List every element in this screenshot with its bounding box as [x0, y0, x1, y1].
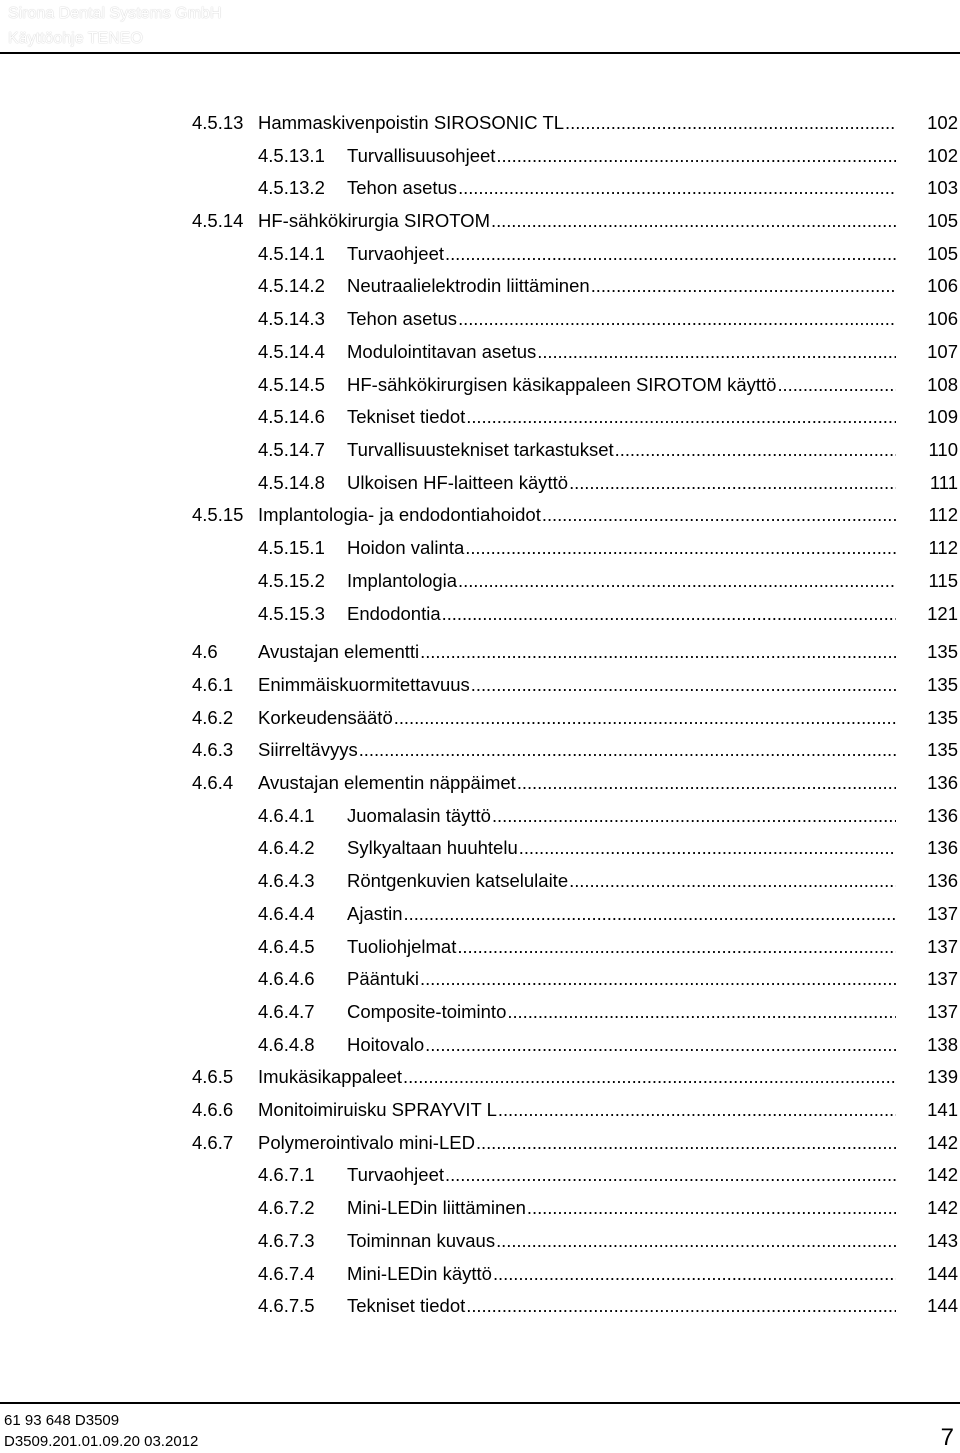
toc-entry[interactable] [0, 208, 960, 234]
toc-entry-title: Ulkoisen HF-laitteen käyttö [347, 472, 569, 493]
toc-entry-number: 4.5.14.3 [258, 308, 325, 329]
toc-entry-number: 4.6.7.3 [258, 1230, 315, 1251]
toc-dot-leader [565, 110, 896, 136]
toc-entry-page: 135 [927, 641, 958, 662]
toc-dot-leader [569, 868, 896, 894]
toc-entry-page: 142 [927, 1197, 958, 1218]
toc-dot-leader [465, 535, 896, 561]
toc-dot-leader [420, 639, 896, 665]
toc-entry-title: Turvaohjeet [347, 243, 445, 264]
toc-entry-number: 4.6.4.1 [258, 805, 315, 826]
toc-entry-title: Polymerointivalo mini-LED [258, 1132, 475, 1153]
toc-entry[interactable] [0, 110, 960, 136]
toc-entry-title-group [347, 835, 896, 861]
toc-dot-leader [519, 835, 896, 861]
toc-entry[interactable] [0, 1097, 960, 1123]
toc-entry[interactable] [0, 1130, 960, 1156]
toc-entry-title-group [258, 110, 896, 136]
toc-entry-title: Turvallisuusohjeet [347, 145, 496, 166]
toc-entry-title: Tehon asetus [347, 177, 458, 198]
toc-entry[interactable] [0, 705, 960, 731]
toc-entry[interactable] [0, 1228, 960, 1254]
toc-dot-leader [517, 770, 896, 796]
toc-entry-title: Tuoliohjelmat [347, 936, 457, 957]
toc-entry-title: Sylkyaltaan huuhtelu [347, 837, 518, 858]
toc-entry-title-group [347, 175, 896, 201]
toc-entry-number: 4.5.14 [192, 210, 244, 231]
toc-entry-title: Tekniset tiedot [347, 1295, 466, 1316]
toc-entry[interactable] [0, 241, 960, 267]
toc-entry-title-group [347, 568, 896, 594]
toc-dot-leader [591, 273, 896, 299]
toc-entry-page: 112 [928, 537, 958, 558]
toc-entry-page: 142 [927, 1132, 958, 1153]
toc-entry-number: 4.6.4.6 [258, 968, 315, 989]
toc-entry[interactable] [0, 803, 960, 829]
toc-dot-leader [458, 306, 896, 332]
toc-dot-leader [466, 404, 896, 430]
toc-entry-title: Avustajan elementin näppäimet [258, 772, 516, 793]
toc-entry-page: 144 [927, 1295, 958, 1316]
toc-entry-title: Tekniset tiedot [347, 406, 466, 427]
toc-entry-page: 105 [927, 210, 958, 231]
toc-dot-leader [476, 1130, 896, 1156]
toc-entry-title-group [347, 868, 896, 894]
toc-entry-title: Composite-toiminto [347, 1001, 507, 1022]
toc-entry-title: HF-sähkökirurgisen käsikappaleen SIROTOM käyttö [347, 374, 777, 395]
toc-entry[interactable] [0, 1064, 960, 1090]
toc-dot-leader [537, 339, 896, 365]
toc-entry-number: 4.5.13 [192, 112, 244, 133]
toc-entry-title-group [347, 470, 896, 496]
toc-entry-page: 144 [927, 1263, 958, 1284]
toc-entry-page: 102 [927, 112, 958, 133]
toc-dot-leader [471, 672, 896, 698]
toc-entry-title-group [347, 999, 896, 1025]
toc-entry-title: Ajastin [347, 903, 403, 924]
toc-entry-title-group [347, 143, 896, 169]
toc-entry-number: 4.6.7.1 [258, 1164, 315, 1185]
footer-doc-number: 61 93 648 D3509 [4, 1412, 120, 1429]
header-doc-title: Käyttöohje TENEO [8, 30, 143, 47]
toc-dot-leader [458, 175, 896, 201]
toc-dot-leader [445, 1162, 896, 1188]
toc-dot-leader [404, 901, 896, 927]
toc-dot-leader [496, 1228, 896, 1254]
footer-divider [0, 1402, 960, 1404]
toc-entry[interactable] [0, 1293, 960, 1319]
toc-entry-title-group [347, 404, 896, 430]
toc-entry[interactable] [0, 404, 960, 430]
toc-entry-page: 137 [927, 903, 958, 924]
toc-entry-title: Pääntuki [347, 968, 419, 989]
toc-entry-page: 136 [927, 870, 958, 891]
toc-entry-page: 136 [927, 772, 958, 793]
toc-entry[interactable] [0, 672, 960, 698]
toc-entry-page: 102 [927, 145, 958, 166]
toc-entry-page: 108 [927, 374, 958, 395]
toc-dot-leader [569, 470, 896, 496]
toc-entry-page: 135 [927, 707, 958, 728]
toc-entry-number: 4.6.7 [192, 1132, 234, 1153]
toc-entry-number: 4.5.15.2 [258, 570, 325, 591]
toc-entry-number: 4.6.2 [192, 707, 234, 728]
toc-entry-title-group [347, 1228, 896, 1254]
toc-entry-title-group [347, 1195, 896, 1221]
toc-entry[interactable] [0, 273, 960, 299]
toc-dot-leader [498, 1097, 896, 1123]
toc-entry-page: 137 [927, 936, 958, 957]
toc-entry-page: 121 [927, 603, 958, 624]
toc-entry[interactable] [0, 868, 960, 894]
toc-entry-title: Modulointitavan asetus [347, 341, 537, 362]
toc-entry-number: 4.5.14.5 [258, 374, 325, 395]
toc-entry-title: HF-sähkökirurgia SIROTOM [258, 210, 490, 231]
toc-entry-title: Hoitovalo [347, 1034, 425, 1055]
toc-entry-number: 4.6.4.8 [258, 1034, 315, 1055]
toc-dot-leader [466, 1293, 896, 1319]
toc-dot-leader [458, 568, 896, 594]
toc-entry-page: 137 [927, 968, 958, 989]
toc-entry-page: 136 [927, 805, 958, 826]
toc-entry-page: 112 [928, 504, 958, 525]
toc-entry-title: Imukäsikappaleet [258, 1066, 402, 1087]
toc-entry-title-group [258, 672, 896, 698]
toc-entry-number: 4.6.4.4 [258, 903, 315, 924]
toc-entry-title: Juomalasin täyttö [347, 805, 491, 826]
toc-entry-page: 111 [929, 472, 958, 493]
toc-entry[interactable] [0, 175, 960, 201]
toc-entry-title: Hoidon valinta [347, 537, 465, 558]
toc-entry-title: Toiminnan kuvaus [347, 1230, 496, 1251]
toc-dot-leader [507, 999, 896, 1025]
toc-dot-leader [359, 737, 896, 763]
toc-entry[interactable] [0, 306, 960, 332]
toc-entry[interactable] [0, 568, 960, 594]
toc-entry-title-group [258, 737, 896, 763]
header-company: Sirona Dental Systems GmbH [8, 5, 222, 22]
toc-dot-leader [403, 1064, 896, 1090]
toc-entry-title-group [258, 208, 896, 234]
toc-entry[interactable] [0, 835, 960, 861]
toc-entry-title-group [347, 241, 896, 267]
toc-entry-title-group [258, 639, 896, 665]
toc-entry[interactable] [0, 1261, 960, 1287]
toc-dot-leader [542, 502, 896, 528]
toc-entry-number: 4.6.7.4 [258, 1263, 315, 1284]
toc-entry-page: 110 [928, 439, 958, 460]
toc-entry-title: Neutraalielektrodin liittäminen [347, 275, 590, 296]
toc-entry-number: 4.6.3 [192, 739, 234, 760]
toc-entry-title-group [347, 901, 896, 927]
toc-entry[interactable] [0, 639, 960, 665]
toc-entry-number: 4.5.14.4 [258, 341, 325, 362]
toc-dot-leader [777, 372, 896, 398]
toc-entry[interactable] [0, 502, 960, 528]
toc-entry-number: 4.6.4.7 [258, 1001, 315, 1022]
toc-dot-leader [615, 437, 896, 463]
toc-entry-title-group [258, 1097, 896, 1123]
toc-entry[interactable] [0, 437, 960, 463]
toc-entry-page: 142 [927, 1164, 958, 1185]
toc-dot-leader [420, 966, 896, 992]
toc-entry-title-group [347, 535, 896, 561]
toc-entry-page: 143 [927, 1230, 958, 1251]
toc-entry[interactable] [0, 535, 960, 561]
toc-entry-number: 4.6.4.5 [258, 936, 315, 957]
toc-entry-title-group [347, 273, 896, 299]
toc-entry-title-group [347, 966, 896, 992]
toc-entry-title: Turvaohjeet [347, 1164, 445, 1185]
toc-entry-title: Korkeudensäätö [258, 707, 393, 728]
toc-entry-page: 139 [927, 1066, 958, 1087]
toc-entry[interactable] [0, 1032, 960, 1058]
toc-entry-title: Mini-LEDin käyttö [347, 1263, 492, 1284]
toc-entry-page: 137 [927, 1001, 958, 1022]
page-header [0, 0, 960, 54]
toc-entry-page: 136 [927, 837, 958, 858]
toc-dot-leader [442, 601, 896, 627]
toc-entry[interactable] [0, 770, 960, 796]
toc-entry-number: 4.6.4.2 [258, 837, 315, 858]
toc-entry-title: Siirreltävyys [258, 739, 358, 760]
toc-dot-leader [457, 934, 896, 960]
toc-entry-title-group [347, 1032, 896, 1058]
toc-dot-leader [445, 241, 896, 267]
toc-entry-title: Monitoimiruisku SPRAYVIT L [258, 1099, 497, 1120]
toc-entry-number: 4.5.15.1 [258, 537, 325, 558]
toc-entry-number: 4.5.14.2 [258, 275, 325, 296]
toc-entry-number: 4.6.4 [192, 772, 234, 793]
toc-entry[interactable] [0, 372, 960, 398]
toc-entry[interactable] [0, 901, 960, 927]
toc-dot-leader [394, 705, 896, 731]
toc-entry-title-group [258, 705, 896, 731]
toc-entry-title-group [347, 437, 896, 463]
toc-entry-title-group [347, 1293, 896, 1319]
toc-entry-number: 4.5.15 [192, 504, 244, 525]
toc-entry-page: 135 [927, 739, 958, 760]
toc-entry-title-group [258, 770, 896, 796]
toc-entry-number: 4.5.14.6 [258, 406, 325, 427]
toc-entry-title-group [347, 306, 896, 332]
toc-entry-page: 106 [927, 275, 958, 296]
toc-entry-title-group [347, 1162, 896, 1188]
toc-entry-title: Tehon asetus [347, 308, 458, 329]
toc-entry-page: 106 [927, 308, 958, 329]
toc-entry-title: Endodontia [347, 603, 441, 624]
toc-entry-title: Avustajan elementti [258, 641, 420, 662]
toc-entry-number: 4.6.4.3 [258, 870, 315, 891]
toc-entry-title-group [347, 1261, 896, 1287]
toc-entry[interactable] [0, 601, 960, 627]
toc-dot-leader [493, 1261, 896, 1287]
toc-entry-page: 107 [927, 341, 958, 362]
toc-entry-title-group [347, 934, 896, 960]
toc-entry-page: 109 [927, 406, 958, 427]
toc-entry-title-group [347, 339, 896, 365]
toc-entry-title: Mini-LEDin liittäminen [347, 1197, 526, 1218]
toc-entry-number: 4.5.13.2 [258, 177, 325, 198]
toc-entry-title-group [347, 601, 896, 627]
toc-dot-leader [492, 803, 896, 829]
toc-entry-page: 141 [927, 1099, 958, 1120]
footer-page-number: 7 [940, 1424, 954, 1451]
toc-entry[interactable] [0, 934, 960, 960]
toc-entry-number: 4.6.6 [192, 1099, 234, 1120]
toc-entry-title: Enimmäiskuormitettavuus [258, 674, 470, 695]
toc-entry-page: 105 [927, 243, 958, 264]
footer-version: D3509.201.01.09.20 03.2012 [4, 1433, 199, 1450]
toc-entry[interactable] [0, 737, 960, 763]
toc-entry-title-group [258, 1064, 896, 1090]
toc-entry-number: 4.6.7.5 [258, 1295, 315, 1316]
toc-entry-number: 4.5.15.3 [258, 603, 325, 624]
toc-entry-number: 4.5.14.7 [258, 439, 325, 460]
toc-entry-title-group [258, 1130, 896, 1156]
toc-dot-leader [527, 1195, 896, 1221]
toc-entry-title: Implantologia- ja endodontiahoidot [258, 504, 541, 525]
toc-dot-leader [496, 143, 896, 169]
toc-entry[interactable] [0, 339, 960, 365]
toc-entry-title: Hammaskivenpoistin SIROSONIC TL [258, 112, 565, 133]
toc-entry-page: 115 [928, 570, 958, 591]
toc-entry-page: 135 [927, 674, 958, 695]
toc-dot-leader [425, 1032, 896, 1058]
toc-dot-leader [491, 208, 896, 234]
toc-entry[interactable] [0, 966, 960, 992]
toc-entry-number: 4.6.1 [192, 674, 234, 695]
toc-entry-number: 4.5.14.1 [258, 243, 325, 264]
toc-entry-number: 4.5.13.1 [258, 145, 325, 166]
toc-entry[interactable] [0, 999, 960, 1025]
toc-entry-title: Röntgenkuvien katselulaite [347, 870, 569, 891]
toc-entry[interactable] [0, 1195, 960, 1221]
toc-entry-number: 4.5.14.8 [258, 472, 325, 493]
toc-entry[interactable] [0, 470, 960, 496]
toc-entry-number: 4.6.7.2 [258, 1197, 315, 1218]
toc-entry[interactable] [0, 143, 960, 169]
toc-entry-page: 138 [927, 1034, 958, 1055]
toc-entry-title-group [347, 372, 896, 398]
toc-entry[interactable] [0, 1162, 960, 1188]
toc-entry-number: 4.6 [192, 641, 218, 662]
toc-entry-title-group [258, 502, 896, 528]
toc-entry-page: 103 [927, 177, 958, 198]
toc-entry-title: Implantologia [347, 570, 458, 591]
toc-entry-number: 4.6.5 [192, 1066, 234, 1087]
toc-entry-title-group [347, 803, 896, 829]
toc-entry-title: Turvallisuustekniset tarkastukset [347, 439, 614, 460]
